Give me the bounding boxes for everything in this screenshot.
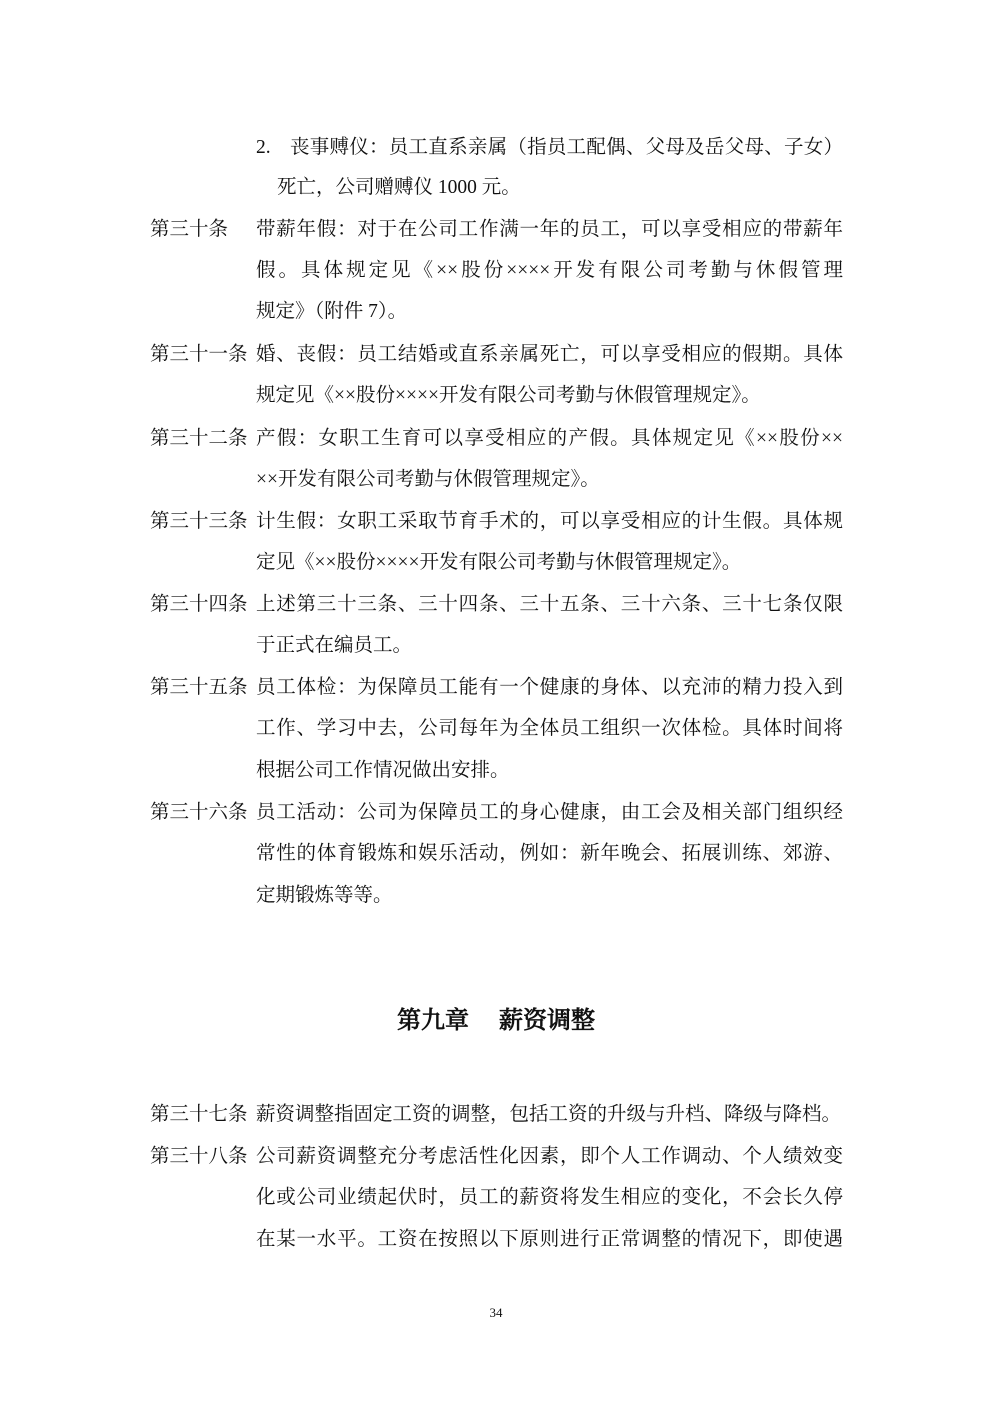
article-line: 在某一水平。工资在按照以下原则进行正常调整的情况下，即使遇	[256, 1229, 843, 1250]
article-line: 常性的体育锻炼和娱乐活动，例如：新年晚会、拓展训练、郊游、	[256, 843, 843, 864]
article-label: 第三十一条	[150, 344, 248, 365]
article-line: 假。具体规定见《××股份××××开发有限公司考勤与休假管理	[256, 260, 843, 281]
article-line: 上述第三十三条、三十四条、三十五条、三十六条、三十七条仅限	[256, 594, 843, 615]
article-line: 定期锻炼等等。	[256, 885, 393, 906]
article-line: 规定》（附件 7）。	[256, 301, 408, 322]
article-line: 薪资调整指固定工资的调整，包括工资的升级与升档、降级与降档。	[256, 1104, 842, 1125]
article-label: 第三十二条	[150, 428, 248, 449]
article-line: 员工体检：为保障员工能有一个健康的身体、以充沛的精力投入到	[256, 677, 843, 698]
article-line: 员工活动：公司为保障员工的身心健康，由工会及相关部门组织经	[256, 802, 843, 823]
article-label: 第三十四条	[150, 594, 248, 615]
article-label: 第三十七条	[150, 1104, 248, 1125]
article-line: 工作、学习中去，公司每年为全体员工组织一次体检。具体时间将	[256, 718, 843, 739]
article-line: 计生假：女职工采取节育手术的，可以享受相应的计生假。具体规	[256, 511, 843, 532]
article-label: 第三十五条	[150, 677, 248, 698]
article-label: 第三十六条	[150, 802, 248, 823]
page-number: 34	[489, 1305, 503, 1320]
article-line: ××开发有限公司考勤与休假管理规定》。	[256, 469, 600, 490]
article-label: 第三十三条	[150, 511, 248, 532]
chapter-title: 薪资调整	[499, 1008, 595, 1034]
article-line: 于正式在编员工。	[256, 635, 413, 656]
list-item-line: 丧事赙仪：员工直系亲属（指员工配偶、父母及岳父母、子女）	[290, 137, 843, 158]
chapter-heading	[0, 1007, 992, 1035]
article-line: 公司薪资调整充分考虑活性化因素，即个人工作调动、个人绩效变	[256, 1146, 843, 1167]
article-label: 第三十八条	[150, 1146, 248, 1167]
article-label: 第三十条	[150, 219, 229, 240]
article-line: 产假：女职工生育可以享受相应的产假。具体规定见《××股份××	[256, 428, 843, 449]
chapter-number: 第九章	[397, 1008, 469, 1034]
article-line: 定见《××股份××××开发有限公司考勤与休假管理规定》。	[256, 552, 742, 573]
article-line: 规定见《××股份××××开发有限公司考勤与休假管理规定》。	[256, 385, 761, 406]
list-item-number: 2.	[256, 137, 271, 158]
article-line: 化或公司业绩起伏时，员工的薪资将发生相应的变化，不会长久停	[256, 1187, 843, 1208]
list-item-line: 死亡，公司赠赙仪 1000 元。	[277, 177, 521, 198]
article-line: 带薪年假：对于在公司工作满一年的员工，可以享受相应的带薪年	[256, 219, 843, 240]
article-line: 婚、丧假：员工结婚或直系亲属死亡，可以享受相应的假期。具体	[256, 344, 843, 365]
article-line: 根据公司工作情况做出安排。	[256, 760, 510, 781]
